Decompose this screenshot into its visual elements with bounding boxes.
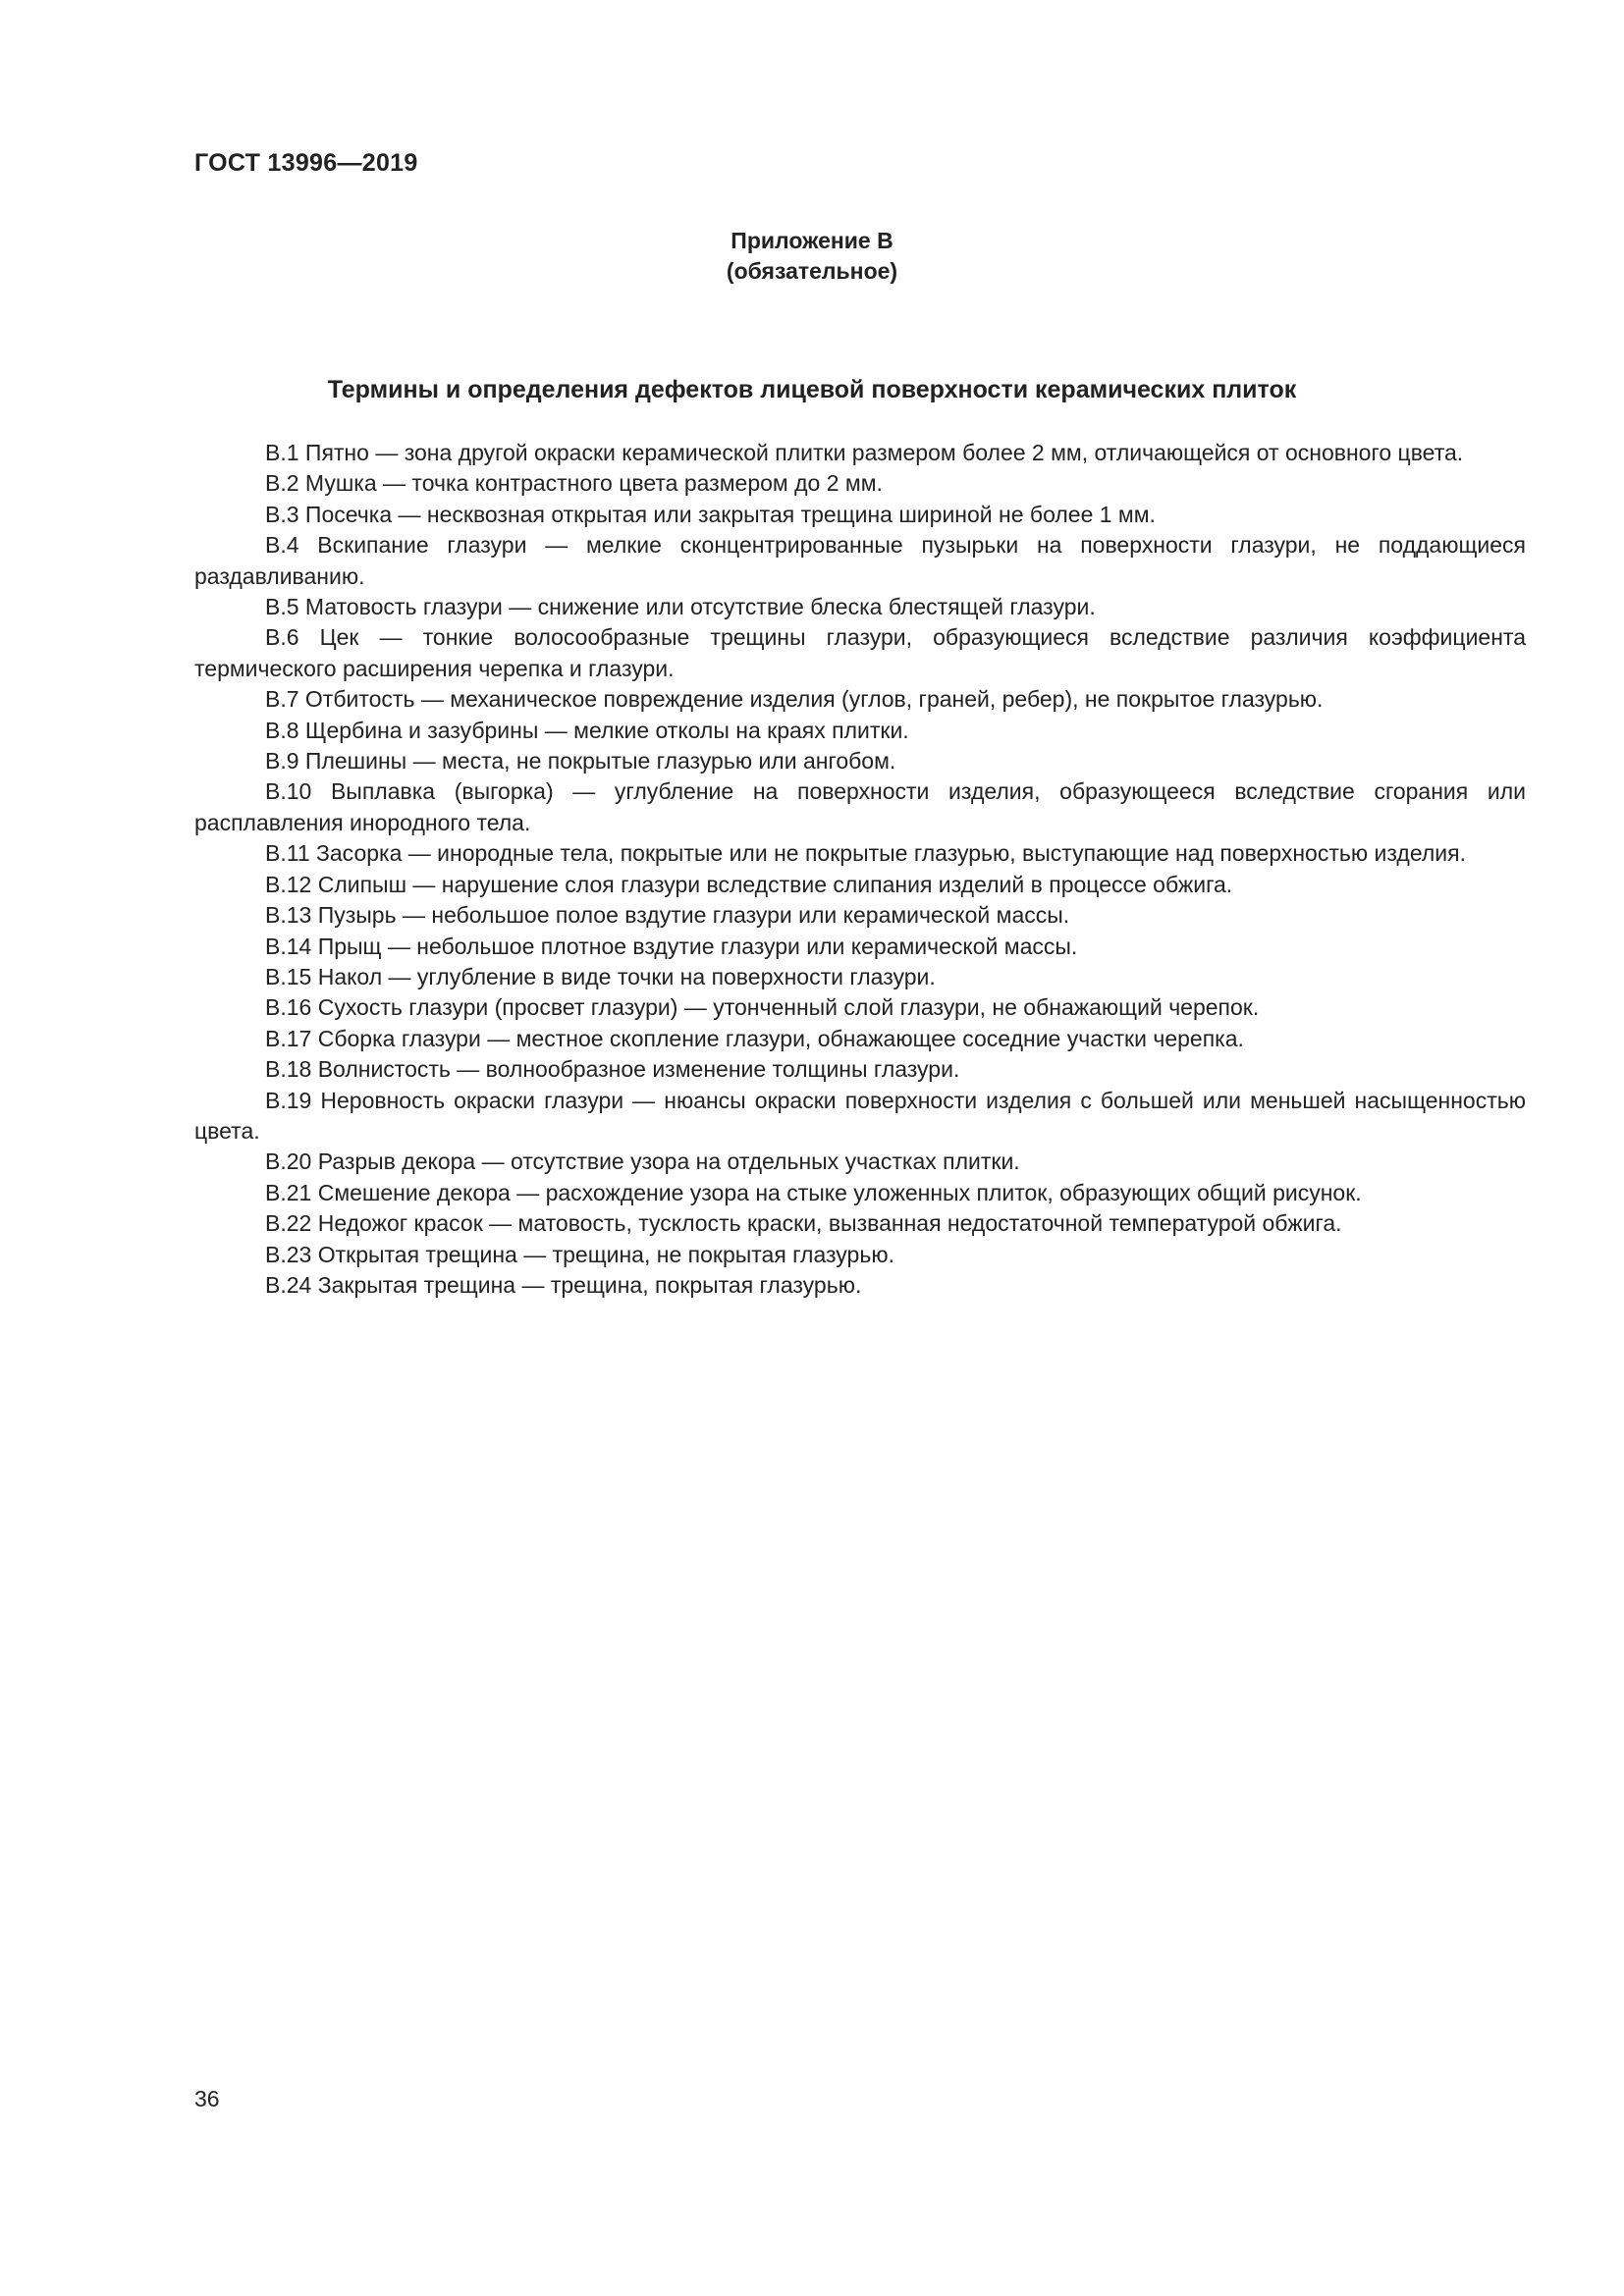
term-b23: В.23 Открытая трещина — трещина, не покрытая глазурью.: [265, 1241, 894, 1267]
term-b2: В.2 Мушка — точка контрастного цвета размером до 2 мм.: [265, 470, 883, 497]
section-title: Термины и определения дефектов лицевой поверхности керамических плиток: [327, 376, 1297, 403]
term-b1: В.1 Пятно — зона другой окраски керамической плитки размером более 2 мм, отличающейся от основного цвета.: [265, 440, 1464, 465]
term-b5: В.5 Матовость глазури — снижение или отсутствие блеска блестящей глазури.: [265, 594, 1096, 620]
term-b21: В.21 Смешение декора — расхождение узора на стыке уложенных плиток, образующих общий рисунок.: [265, 1179, 1362, 1205]
term-b10: В.10 Выплавка (выгорка) — углубление на поверхности изделия, образующееся вследствие сгорания или расплавления инородного тела.: [194, 778, 1526, 835]
term-b11: В.11 Засорка — инородные тела, покрытые или не покрытые глазурью, выступающие над поверхностью изделия.: [265, 840, 1466, 867]
term-b9: В.9 Плешины — места, не покрытые глазурью или ангобом.: [265, 748, 896, 774]
term-b17: В.17 Сборка глазури — местное скопление глазури, обнажающее соседние участки черепка.: [265, 1025, 1244, 1051]
term-b19: В.19 Неровность окраски глазури — нюансы окраски поверхности изделия с большей или меньшей насыщенностью цвета.: [194, 1087, 1526, 1144]
term-b12: В.12 Слипыш — нарушение слоя глазури вследствие слипания изделий в процессе обжига.: [265, 871, 1233, 897]
term-b4: В.4 Вскипание глазури — мелкие сконцентрированные пузырьки на поверхности глазури, не поддающиеся раздавливанию.: [194, 532, 1526, 589]
term-b6: В.6 Цек — тонкие волосообразные трещины глазури, образующиеся вследствие различия коэффициента термического расширения черепка и глазури.: [194, 624, 1526, 681]
term-b7: В.7 Отбитость — механическое повреждение изделия (углов, граней, ребер), не покрытое глазурью.: [265, 686, 1324, 713]
term-b22: В.22 Недожог красок — матовость, тусклость краски, вызванная недостаточной температурой обжига.: [265, 1210, 1342, 1237]
annex-status: (обязательное): [726, 258, 898, 284]
terms-list: [194, 438, 1526, 1301]
term-b3: В.3 Посечка — несквозная открытая или закрытая трещина шириной не более 1 мм.: [265, 501, 1156, 527]
term-b20: В.20 Разрыв декора — отсутствие узора на отдельных участках плитки.: [265, 1148, 1020, 1175]
page-number: 36: [194, 2086, 220, 2111]
term-b24: В.24 Закрытая трещина — трещина, покрытая глазурью.: [265, 1271, 862, 1298]
term-b16: В.16 Сухость глазури (просвет глазури) — утонченный слой глазури, не обнажающий черепок.: [265, 994, 1260, 1021]
annex-title: Приложение В: [731, 228, 893, 253]
term-b14: В.14 Прыщ — небольшое плотное вздутие глазури или керамической массы.: [265, 933, 1078, 959]
document-code: ГОСТ 13996—2019: [194, 149, 418, 177]
annex-heading: [0, 226, 1624, 287]
term-b13: В.13 Пузырь — небольшое полое вздутие глазури или керамической массы.: [265, 902, 1070, 929]
term-b15: В.15 Накол — углубление в виде точки на поверхности глазури.: [265, 963, 936, 989]
term-b8: В.8 Щербина и зазубрины — мелкие отколы на краях плитки.: [265, 717, 909, 743]
term-b18: В.18 Волнистость — волнообразное изменение толщины глазури.: [265, 1056, 960, 1083]
